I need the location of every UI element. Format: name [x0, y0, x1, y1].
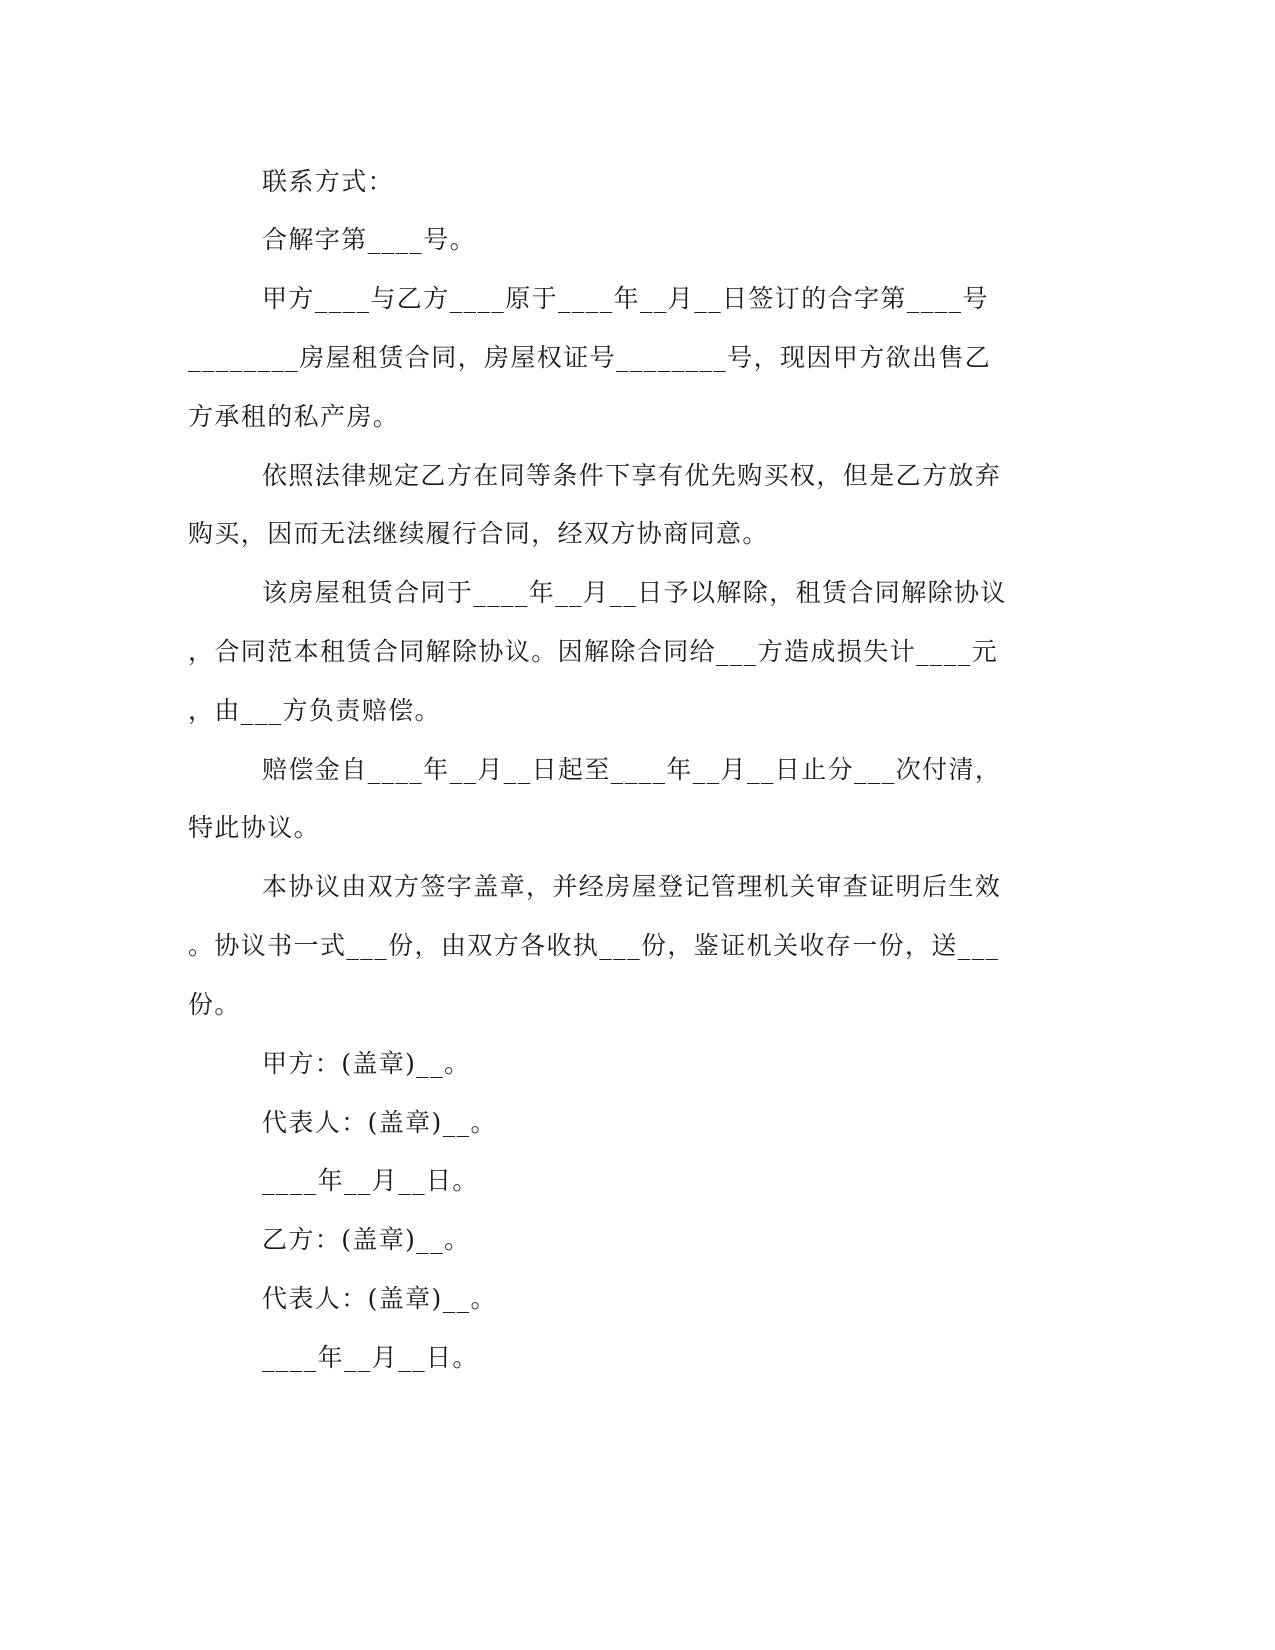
- paragraph-line: 份。: [188, 990, 241, 1019]
- paragraph-line: ，合同范本租赁合同解除协议。因解除合同给___方造成损失计____元: [188, 637, 999, 666]
- paragraph-line: 特此协议。: [188, 813, 321, 842]
- paragraph-line: 本协议由双方签字盖章，并经房屋登记管理机关审查证明后生效: [262, 872, 1002, 901]
- party-b-representative: 代表人：(盖章)__。: [262, 1284, 497, 1313]
- paragraph-line: ，由___方负责赔偿。: [188, 696, 441, 725]
- paragraph-line: 赔偿金自____年__月__日起至____年__月__日止分___次付清，: [262, 755, 1002, 784]
- party-b-date: ____年__月__日。: [262, 1343, 479, 1372]
- paragraph-line: 甲方____与乙方____原于____年__月__日签订的合字第____号: [262, 284, 989, 313]
- party-a-signature: 甲方：(盖章)__。: [262, 1049, 471, 1078]
- party-a-representative: 代表人：(盖章)__。: [262, 1108, 497, 1137]
- doc-number-line: 合解字第____号。: [262, 225, 477, 254]
- paragraph-line: 。协议书一式___份，由双方各收执___份，鉴证机关收存一份，送___: [188, 931, 1000, 960]
- paragraph-line: 依照法律规定乙方在同等条件下享有优先购买权，但是乙方放弃: [262, 461, 1002, 490]
- paragraph-line: 购买，因而无法继续履行合同，经双方协商同意。: [188, 519, 769, 548]
- paragraph-line: 该房屋租赁合同于____年__月__日予以解除，租赁合同解除协议: [262, 578, 1007, 607]
- paragraph-line: ________房屋租赁合同，房屋权证号________号，现因甲方欲出售乙: [188, 343, 992, 372]
- paragraph-line: 方承租的私产房。: [188, 402, 400, 431]
- party-b-signature: 乙方：(盖章)__。: [262, 1225, 471, 1254]
- contact-line: 联系方式：: [262, 167, 395, 196]
- party-a-date: ____年__月__日。: [262, 1166, 479, 1195]
